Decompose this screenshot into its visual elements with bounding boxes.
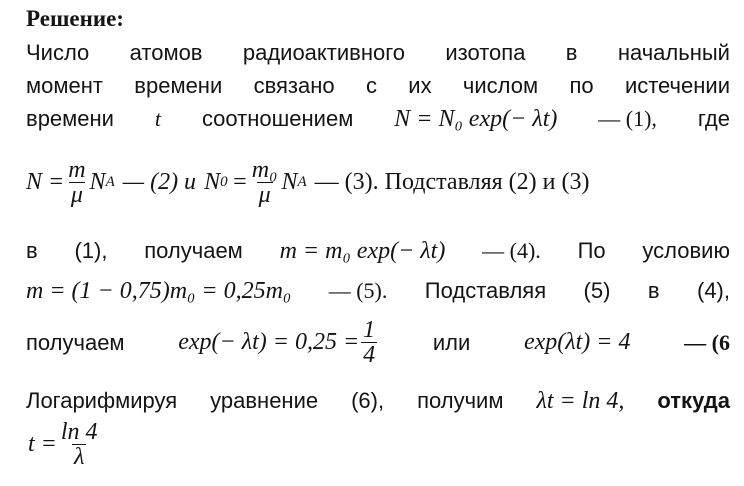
word: Логарифмируя xyxy=(26,388,178,413)
word: откуда xyxy=(657,388,730,413)
word: Подставляя xyxy=(424,278,547,303)
text-line-9 xyxy=(28,420,730,469)
text-line-5 xyxy=(26,238,730,264)
avogadro: N xyxy=(281,169,298,195)
word: уравнение xyxy=(210,388,319,413)
word: соотношением xyxy=(201,106,354,131)
word: истечении xyxy=(624,73,730,98)
word: времени xyxy=(134,73,223,98)
word: начальный xyxy=(617,40,730,65)
fraction-ln4-over-lambda xyxy=(59,420,100,469)
word: изотопа xyxy=(445,40,526,65)
word: по xyxy=(569,73,594,98)
equation-tag-4: — (4). xyxy=(482,238,541,263)
word: где xyxy=(697,106,730,131)
numerator: 1 xyxy=(363,317,376,343)
text-line-4 xyxy=(26,158,730,207)
word: условию xyxy=(642,238,730,263)
text-line-3 xyxy=(26,106,730,132)
text-line-2 xyxy=(26,73,730,99)
equation-tag-1: — (1), xyxy=(598,106,657,131)
text-line-8 xyxy=(26,388,730,414)
formula-mass-law: m = m₀ exp(− λt) xyxy=(279,238,446,264)
solution-heading: Решение: xyxy=(26,6,124,31)
fraction-m-over-mu xyxy=(66,158,87,207)
subscript: A xyxy=(297,174,307,190)
formula-lhs: t = xyxy=(28,431,57,457)
denominator: 4 xyxy=(363,342,376,368)
formula-remaining-mass: m = (1 − 0,75)m₀ = 0,25m₀ xyxy=(26,278,292,304)
word: с xyxy=(365,73,377,98)
word: получим xyxy=(417,388,504,413)
equals-sign: = xyxy=(231,169,248,195)
word: получаем xyxy=(144,238,243,263)
variable-t: t xyxy=(154,106,162,131)
equation-tag-2: — (2) и xyxy=(122,169,197,195)
fraction-m0-over-mu xyxy=(250,158,280,207)
word: радиоактивного xyxy=(242,40,405,65)
numerator: m₀ xyxy=(251,157,278,183)
word: (5) xyxy=(583,278,611,303)
word: По xyxy=(577,238,606,263)
text-line-6 xyxy=(26,278,730,304)
formula-lhs: N = xyxy=(26,169,65,195)
fraction-one-quarter xyxy=(361,318,377,367)
subscript: A xyxy=(105,174,115,190)
word: связано xyxy=(253,73,335,98)
word: атомов xyxy=(129,40,203,65)
word: числом xyxy=(462,73,539,98)
word: (4), xyxy=(697,278,730,303)
word: момент xyxy=(26,73,103,98)
word: в xyxy=(565,40,578,65)
n0-symbol: N xyxy=(204,169,221,195)
word: (6), xyxy=(351,388,385,413)
word: времени xyxy=(26,106,114,131)
subscript: 0 xyxy=(220,174,228,190)
equation-tag-5: — (5). xyxy=(328,278,388,303)
equation-tag-6: — (6 xyxy=(684,329,730,355)
formula-decay-law: N = N₀ exp(− λt) xyxy=(394,106,558,132)
word: их xyxy=(408,73,432,98)
equation-tag-3: — (3). Подставляя (2) и (3) xyxy=(314,169,590,195)
word: или xyxy=(432,329,471,355)
word: в xyxy=(26,238,38,263)
word: получаем xyxy=(26,329,125,355)
word: (1), xyxy=(74,238,108,263)
denominator: μ xyxy=(258,182,271,208)
avogadro: N xyxy=(89,169,106,195)
formula-exp-equals-4: exp(λt) = 4 xyxy=(523,329,631,355)
formula-exp-ratio: exp(− λt) = 0,25 = xyxy=(178,329,360,355)
formula-log: λt = ln 4, xyxy=(536,388,625,414)
word: Число xyxy=(26,40,90,65)
numerator: ln 4 xyxy=(60,419,98,445)
denominator: λ xyxy=(74,444,85,470)
text-line-1 xyxy=(26,40,730,66)
numerator: m xyxy=(68,157,86,183)
denominator: μ xyxy=(70,182,83,208)
text-line-7 xyxy=(26,318,730,367)
word: в xyxy=(647,278,660,303)
